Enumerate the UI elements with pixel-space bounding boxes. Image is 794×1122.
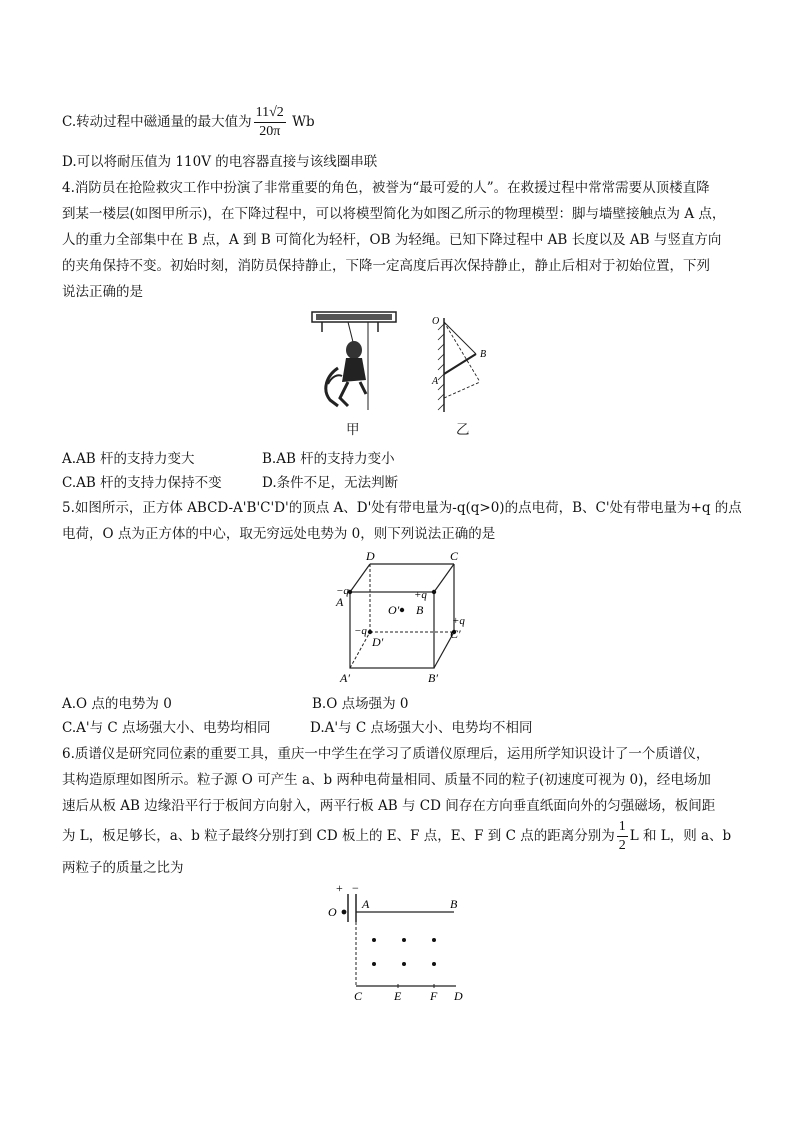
charge-C-prime: +q [452, 615, 465, 627]
fraction-numerator: 1 [617, 818, 628, 837]
label-A: A [432, 376, 439, 387]
vertex-C: C [450, 549, 459, 563]
q4-stem-line: 的夹角保持不变。初始时刻，消防员保持静止，下降一定高度后再次保持静止，静止后相对于初始位置，下列 [62, 258, 710, 274]
vertex-A: A [336, 595, 344, 609]
minus-sign: − [352, 881, 359, 895]
q4-option-b: B.AB 杆的支持力变小 [262, 451, 395, 467]
figure-label-jia: 甲 [346, 422, 360, 438]
q5-option-a: A.O 点的电势为 0 [62, 696, 172, 712]
vertex-B-prime: B′ [428, 671, 438, 685]
q4-stem-line: 人的重力全部集中在 B 点，A 到 B 可简化为轻杆，OB 为轻绳。已知下降过程中 AB 长度以及 AB 与竖直方向 [62, 232, 722, 248]
q6-line4-part1: 为 L，板足够长，a、b 粒子最终分别打到 CD 板上的 E、F 点，E、F 到 C 点的距离分别为 [62, 828, 615, 844]
wall-rod-rope-figure [428, 312, 498, 416]
q6-stem-line: 6.质谱仪是研究同位素的重要工具，重庆一中学生在学习了质谱仪原理后，运用所学知识设计了一个质谱仪， [62, 746, 710, 762]
fraction-denominator: 20π [259, 124, 281, 139]
label-E: E [394, 989, 402, 1003]
label-A: A [362, 897, 370, 911]
firefighter-figure [308, 306, 400, 410]
label-O: O [432, 316, 440, 327]
q4-stem-line: 到某一楼层(如图甲所示)，在下降过程中，可以将模型简化为如图乙所示的物理模型：脚与墙壁接触点为 A 点， [62, 206, 726, 222]
q4-option-a: A.AB 杆的支持力变大 [62, 451, 195, 467]
vertex-B: B [416, 603, 424, 617]
unit: Wb [287, 114, 315, 130]
vertex-A-prime: A′ [340, 671, 350, 685]
q4-stem-line: 4.消防员在抢险救灾工作中扮演了非常重要的角色，被誉为“最可爱的人”。在救援过程中常常需要从顶楼直降 [62, 180, 710, 196]
q6-line4-part2: L 和 L，则 a、b [629, 828, 732, 844]
q4-option-d: D.条件不足，无法判断 [262, 475, 399, 491]
mass-spectrometer-figure [322, 880, 472, 1004]
fraction-denominator: 2 [618, 838, 626, 853]
q3-option-d: D.可以将耐压值为 110V 的电容器直接与该线圈串联 [62, 154, 378, 170]
q6-stem-line: 其构造原理如图所示。粒子源 O 可产生 a、b 两种电荷量相同、质量不同的粒子(初速度可视为 0)，经电场加 [62, 772, 711, 788]
q4-option-c: C.AB 杆的支持力保持不变 [62, 475, 222, 491]
label-B: B [450, 897, 458, 911]
q5-option-d: D.A'与 C 点场强大小、电势均不相同 [310, 720, 533, 736]
charge-B: +q [414, 589, 427, 601]
vertex-C-prime: C′ [450, 627, 461, 641]
q6-stem-line: 速后从板 AB 边缘沿平行于板间方向射入，两平行板 AB 与 CD 间存在方向垂直纸面向外的匀强磁场，板间距 [62, 798, 716, 814]
label-C: C [354, 989, 363, 1003]
q5-option-c: C.A'与 C 点场强大小、电势均相同 [62, 720, 271, 736]
vertex-D-prime: D′ [372, 635, 384, 649]
q3-option-c-prefix: C.转动过程中磁通量的最大值为 [62, 114, 252, 130]
q5-option-b: B.O 点场强为 0 [312, 696, 409, 712]
fraction-numerator: 11√2 [254, 104, 286, 123]
q6-half-fraction [617, 818, 628, 855]
figure-label-yi: 乙 [456, 422, 470, 438]
label-B: B [480, 349, 487, 360]
label-D: D [454, 989, 463, 1003]
charge-A: −q [336, 585, 349, 597]
q4-stem-line: 说法正确的是 [62, 284, 143, 300]
charge-D-prime: −q [354, 625, 367, 637]
q5-stem-line: 5.如图所示，正方体 ABCD-A'B'C'D'的顶点 A、D'处有带电量为-q(q>0)的点电荷，B、C'处有带电量为+q 的点 [62, 500, 742, 516]
label-O: O [328, 905, 337, 919]
vertex-D: D [366, 549, 375, 563]
plus-sign: + [336, 881, 343, 895]
q6-stem-line: 两粒子的质量之比为 [62, 860, 184, 876]
label-F: F [430, 989, 438, 1003]
q6-stem-line [62, 818, 731, 855]
cube-figure [330, 548, 480, 690]
center-O: O′ [388, 603, 400, 617]
q3-flux-fraction [254, 104, 286, 141]
q3-option-c [62, 104, 315, 141]
q5-stem-line: 电荷，O 点为正方体的中心，取无穷远处电势为 0，则下列说法正确的是 [62, 526, 496, 542]
